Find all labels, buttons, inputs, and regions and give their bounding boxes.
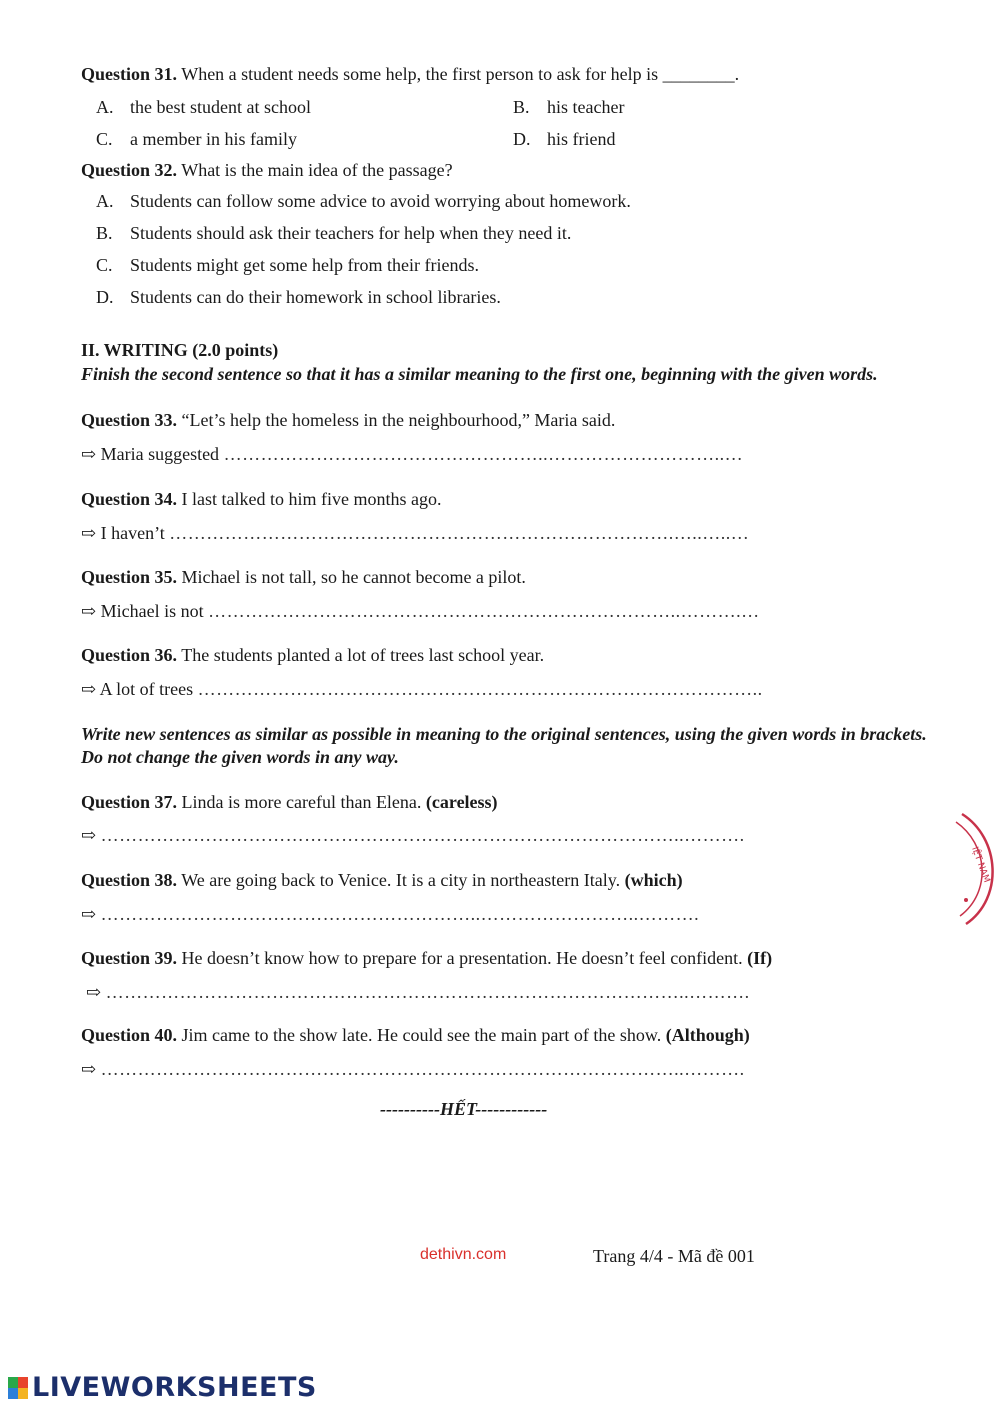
answer-dots: ……………………………………………………..……………………..………. [100,904,700,924]
arrow-icon: ⇨ [81,1059,97,1079]
answer-prompt: Michael is not [100,601,204,621]
question-text: He doesn’t know how to prepare for a presentation. He doesn’t feel confident. [181,948,743,968]
answer-input-34[interactable] [182,521,772,542]
answer-input-38[interactable] [104,902,766,923]
question-text: I last talked to him five months ago. [181,489,442,509]
arrow-icon: ⇨ [81,523,97,543]
answer-input-40[interactable] [104,1057,760,1078]
option-31-a[interactable] [96,97,311,118]
answer-input-39[interactable] [105,980,766,1002]
stamp-icon [952,808,1000,928]
option-text: the best student at school [130,97,311,117]
question-34 [81,489,441,510]
question-text: We are going back to Venice. It is a city in northeastern Italy. [181,870,621,890]
answer-input-36[interactable] [215,677,785,698]
option-31-d[interactable] [513,129,615,150]
option-32-d[interactable] [96,287,501,308]
question-38 [81,870,683,891]
question-35 [81,567,526,588]
option-text: a member in his family [130,129,297,149]
question-label: Question 35. [81,567,178,587]
question-label: Question 36. [81,645,178,665]
writing-heading: II. WRITING (2.0 points) [81,340,279,360]
question-label: Question 34. [81,489,178,509]
svg-text:IỆT NAM: IỆT NAM [969,845,992,885]
question-text: When a student needs some help, the first person to ask for help is ________. [181,64,740,84]
question-text: Michael is not tall, so he cannot become a pilot. [181,567,526,587]
question-40 [81,1025,750,1046]
option-31-c[interactable] [96,129,297,150]
footer-site: dethivn.com [420,1246,507,1263]
keyword: (If) [747,948,773,968]
option-32-c[interactable] [96,255,479,276]
question-label: Question 31. [81,64,178,84]
liveworksheets-logo [8,1372,317,1403]
option-text: Students can do their homework in school libraries. [130,287,501,307]
liveworksheets-icon [8,1377,28,1399]
option-text: his friend [547,129,616,149]
writing-instruction-2: Write new sentences as similar as possible in meaning to the original sentences, using the given words in brackets. Do not change the given words in any way. [81,724,927,767]
arrow-icon: ⇨ [81,444,97,464]
question-37 [81,792,498,813]
question-32 [81,160,453,181]
answer-input-37[interactable] [104,823,760,844]
question-label: Question 38. [81,870,178,890]
question-31 [81,64,739,85]
question-text: The students planted a lot of trees last school year. [181,645,545,665]
option-text: Students might get some help from their friends. [130,255,479,275]
option-letter: A. [96,97,114,117]
answer-dots: …………………………………………………………………………………..………. [100,825,745,845]
answer-prompt: I haven’t [100,523,165,543]
option-text: his teacher [547,97,625,117]
option-32-a[interactable] [96,191,631,212]
question-39 [81,948,772,969]
footer-page-number: Trang 4/4 - Mã đề 001 [593,1246,755,1266]
question-label: Question 32. [81,160,178,180]
question-label: Question 37. [81,792,178,812]
question-text: Jim came to the show late. He could see the main part of the show. [181,1025,662,1045]
arrow-icon: ⇨ [81,904,97,924]
question-label: Question 40. [81,1025,178,1045]
option-letter: D. [96,287,114,307]
answer-dots: …………………………………………………………………………………..………. [100,1059,745,1079]
answer-dots: ……………………………………………………………………….…..…..… [169,523,750,543]
answer-prompt: A lot of trees [99,679,194,699]
answer-input-35[interactable] [222,599,778,620]
arrow-icon: ⇨ [81,825,97,845]
end-marker: ----------HẾT------------ [380,1099,548,1119]
option-letter: D. [513,129,531,149]
question-33 [81,410,615,431]
keyword: (which) [624,870,683,890]
option-letter: B. [96,223,113,243]
question-text: What is the main idea of the passage? [181,160,453,180]
option-text: Students can follow some advice to avoid worrying about homework. [130,191,631,211]
option-letter: B. [513,97,530,117]
answer-dots: …………………………………………………………………..……….… [208,601,760,621]
question-36 [81,645,544,666]
arrow-icon: ⇨ [81,679,97,699]
answer-dots: ……………………………………………..………………………..… [223,444,744,464]
question-label: Question 33. [81,410,178,430]
keyword: (Although) [665,1025,750,1045]
option-32-b[interactable] [96,223,571,244]
arrow-icon: ⇨ [86,982,102,1002]
option-letter: A. [96,191,114,211]
answer-dots: …………………………………………………………………………………..………. [105,982,750,1002]
question-text: Linda is more careful than Elena. [181,792,422,812]
option-31-b[interactable] [513,97,624,118]
writing-instruction-1: Finish the second sentence so that it has a similar meaning to the first one, beginning with the given words. [81,364,878,384]
answer-prompt: Maria suggested [100,444,220,464]
keyword: (careless) [425,792,498,812]
answer-input-33[interactable] [240,442,780,463]
option-text: Students should ask their teachers for help when they need it. [130,223,572,243]
option-letter: C. [96,255,113,275]
arrow-icon: ⇨ [81,601,97,621]
option-letter: C. [96,129,113,149]
answer-dots: ……………………………………………………………………………….. [197,679,763,699]
brand-name: LIVEWORKSHEETS [32,1372,317,1403]
question-text: “Let’s help the homeless in the neighbourhood,” Maria said. [181,410,616,430]
question-label: Question 39. [81,948,178,968]
